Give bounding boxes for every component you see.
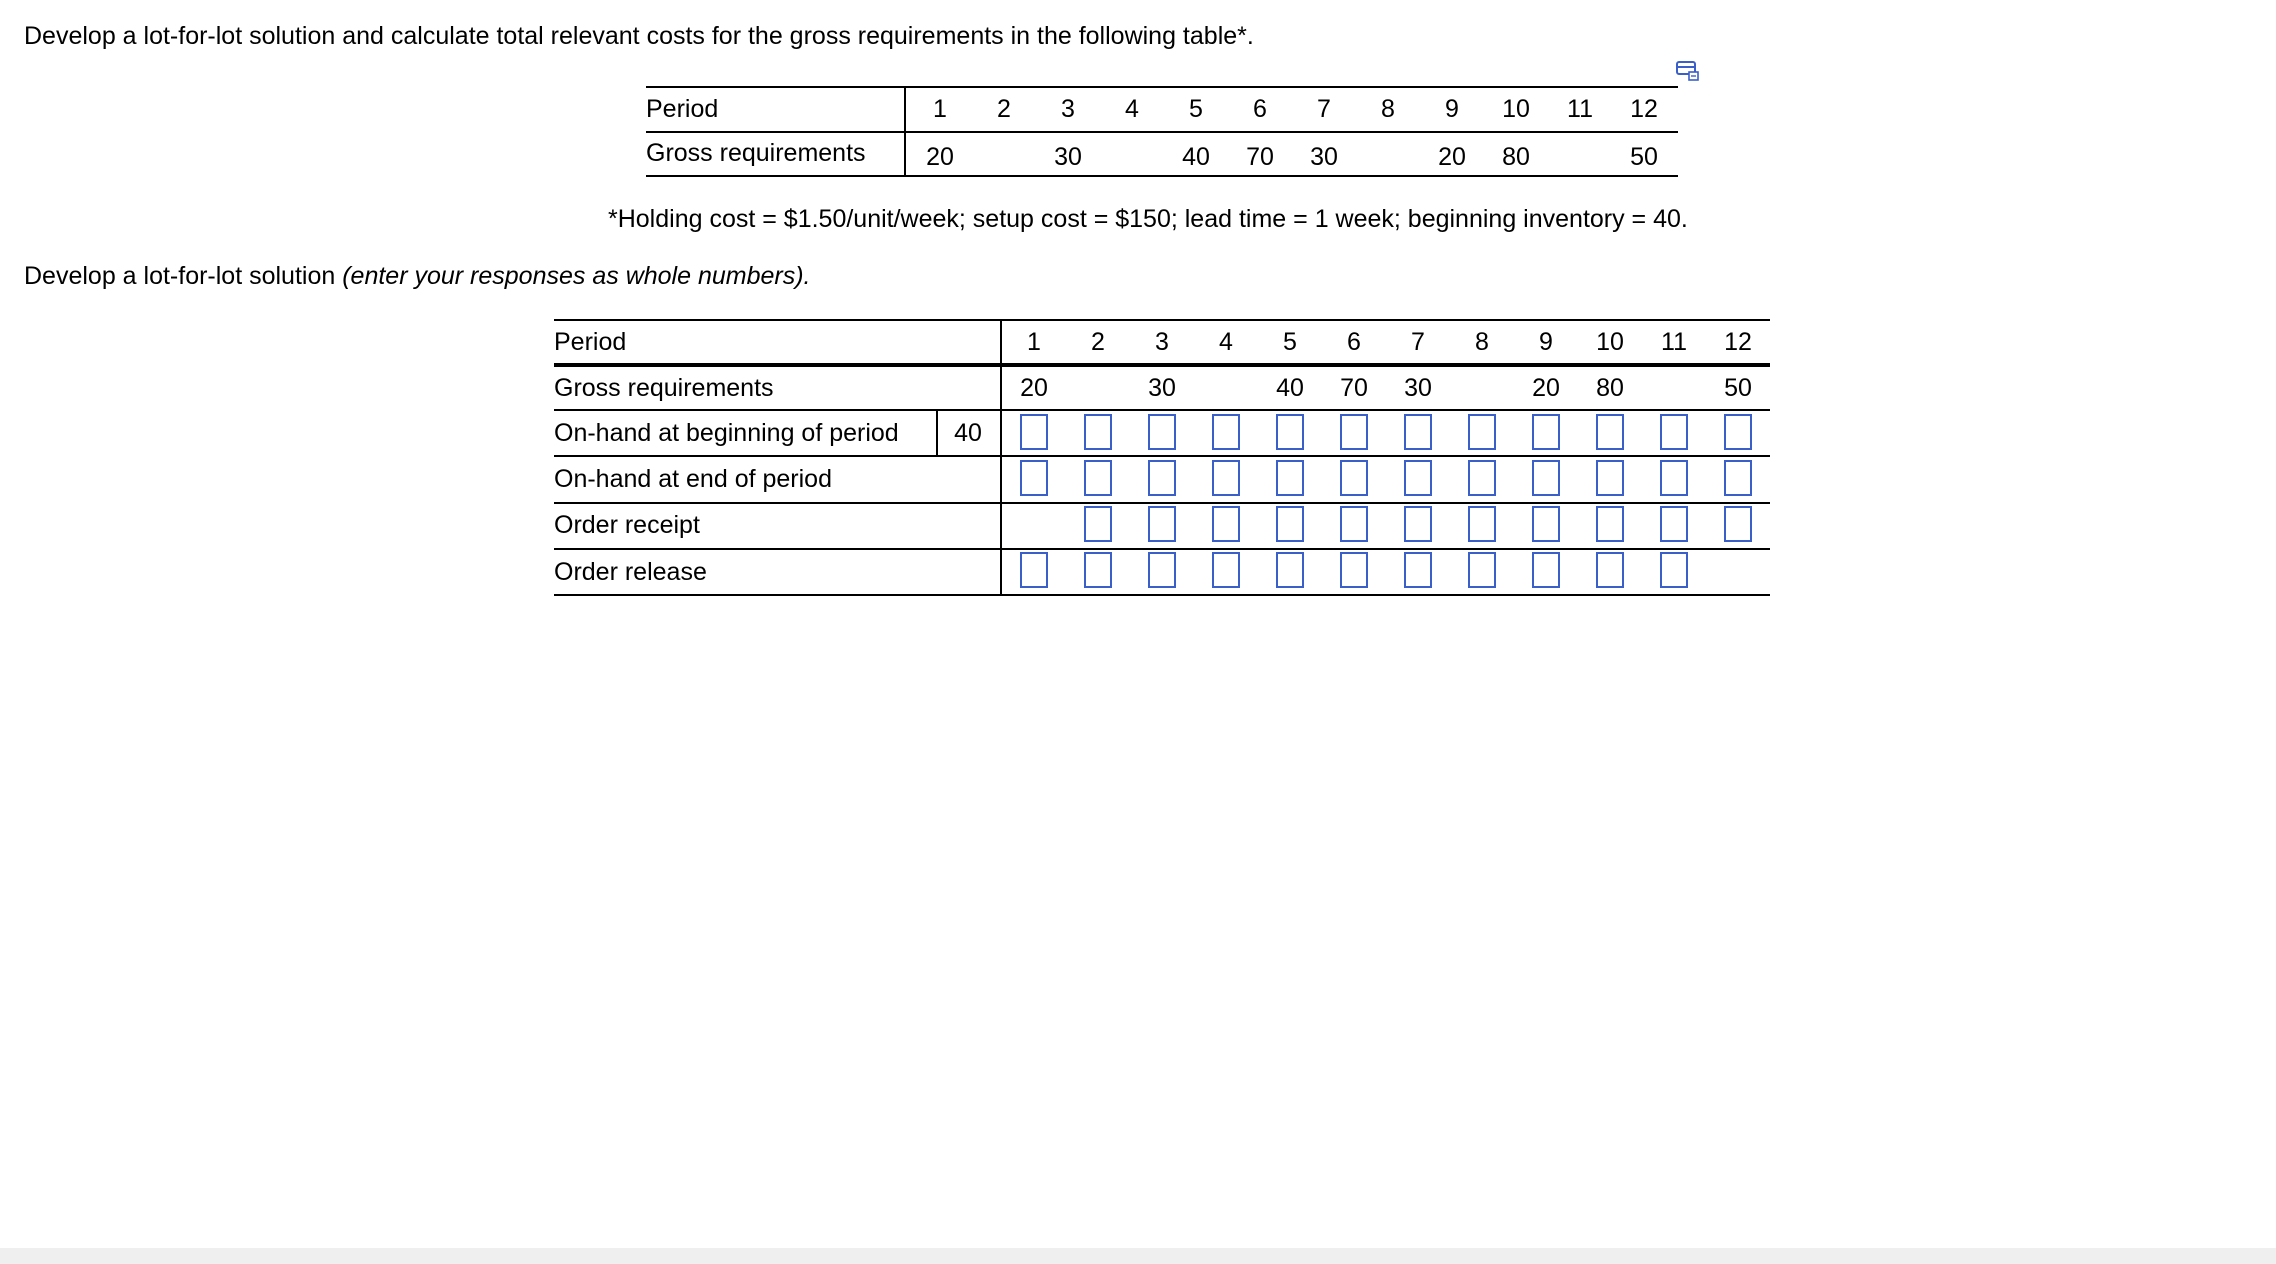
order-release-input-period-4[interactable] (1212, 552, 1240, 588)
on-hand-beginning-input-period-6[interactable] (1340, 414, 1368, 450)
download-table-icon[interactable] (1676, 60, 1700, 82)
on-hand-end-input-period-12[interactable] (1724, 460, 1752, 496)
order-release-input-period-3[interactable] (1148, 552, 1176, 588)
answer-period-7: 7 (1411, 328, 1425, 356)
answer-period-5: 5 (1283, 328, 1297, 356)
given-gross-value-7: 30 (1310, 143, 1338, 171)
answer-gross-value-9: 20 (1532, 374, 1560, 402)
order-release-input-period-7[interactable] (1404, 552, 1432, 588)
answer-period-4: 4 (1219, 328, 1233, 356)
answer-period-12: 12 (1724, 328, 1752, 356)
instruction-italic: (enter your responses as whole numbers). (342, 262, 811, 290)
on-hand-beginning-input-period-8[interactable] (1468, 414, 1496, 450)
on-hand-beginning-input-period-5[interactable] (1276, 414, 1304, 450)
given-period-9: 9 (1445, 95, 1459, 123)
on-hand-end-input-period-11[interactable] (1660, 460, 1688, 496)
on-hand-end-input-period-3[interactable] (1148, 460, 1176, 496)
given-period-7: 7 (1317, 95, 1331, 123)
order-receipt-input-period-7[interactable] (1404, 506, 1432, 542)
order-receipt-input-period-4[interactable] (1212, 506, 1240, 542)
answer-period-3: 3 (1155, 328, 1169, 356)
answer-gross-value-12: 50 (1724, 374, 1752, 402)
bottom-scroll-bar (0, 1248, 2276, 1264)
answer-period-9: 9 (1539, 328, 1553, 356)
order-release-input-period-11[interactable] (1660, 552, 1688, 588)
given-gross-value-6: 70 (1246, 143, 1274, 171)
order-receipt-input-period-11[interactable] (1660, 506, 1688, 542)
answer-row-label-on-hand-end: On-hand at end of period (554, 465, 832, 493)
on-hand-end-input-period-4[interactable] (1212, 460, 1240, 496)
on-hand-beginning-input-period-9[interactable] (1532, 414, 1560, 450)
given-gross-value-10: 80 (1502, 143, 1530, 171)
order-receipt-input-period-10[interactable] (1596, 506, 1624, 542)
on-hand-beginning-input-period-12[interactable] (1724, 414, 1752, 450)
given-period-3: 3 (1061, 95, 1075, 123)
given-gross-value-12: 50 (1630, 143, 1658, 171)
on-hand-beginning-input-period-1[interactable] (1020, 414, 1048, 450)
order-receipt-input-period-6[interactable] (1340, 506, 1368, 542)
on-hand-beginning-input-period-3[interactable] (1148, 414, 1176, 450)
answer-row-label-on-hand-beginning: On-hand at beginning of period (554, 419, 899, 447)
question-intro: Develop a lot-for-lot solution and calculate total relevant costs for the gross requirements in the following table*. (24, 22, 1254, 50)
order-receipt-input-period-8[interactable] (1468, 506, 1496, 542)
given-row-label-gross: Gross requirements (646, 139, 866, 167)
given-period-2: 2 (997, 95, 1011, 123)
on-hand-beginning-input-period-10[interactable] (1596, 414, 1624, 450)
on-hand-end-input-period-7[interactable] (1404, 460, 1432, 496)
given-period-6: 6 (1253, 95, 1267, 123)
answer-row-label-order-receipt: Order receipt (554, 511, 700, 539)
instruction-text: Develop a lot-for-lot solution (24, 262, 343, 290)
on-hand-beginning-input-period-2[interactable] (1084, 414, 1112, 450)
on-hand-end-input-period-6[interactable] (1340, 460, 1368, 496)
given-period-4: 4 (1125, 95, 1139, 123)
given-row-label-period: Period (646, 95, 719, 123)
order-release-input-period-9[interactable] (1532, 552, 1560, 588)
given-period-12: 12 (1630, 95, 1658, 123)
order-receipt-input-period-2[interactable] (1084, 506, 1112, 542)
answer-period-8: 8 (1475, 328, 1489, 356)
answer-row-label-order-release: Order release (554, 558, 707, 586)
answer-period-6: 6 (1347, 328, 1361, 356)
order-release-input-period-5[interactable] (1276, 552, 1304, 588)
given-gross-value-1: 20 (926, 143, 954, 171)
on-hand-beginning-input-period-7[interactable] (1404, 414, 1432, 450)
given-period-8: 8 (1381, 95, 1395, 123)
order-receipt-input-period-12[interactable] (1724, 506, 1752, 542)
given-period-11: 11 (1567, 95, 1593, 123)
given-period-10: 10 (1502, 95, 1530, 123)
answer-period-2: 2 (1091, 328, 1105, 356)
on-hand-end-input-period-9[interactable] (1532, 460, 1560, 496)
answer-period-1: 1 (1027, 328, 1041, 356)
answer-gross-value-5: 40 (1276, 374, 1304, 402)
instruction (24, 264, 811, 289)
given-gross-value-9: 20 (1438, 143, 1466, 171)
answer-row-label-period: Period (554, 328, 627, 356)
answer-period-10: 10 (1596, 328, 1624, 356)
beginning-inventory-value: 40 (954, 419, 982, 447)
on-hand-beginning-input-period-11[interactable] (1660, 414, 1688, 450)
answer-gross-value-7: 30 (1404, 374, 1432, 402)
answer-gross-value-3: 30 (1148, 374, 1176, 402)
answer-gross-value-1: 20 (1020, 374, 1048, 402)
order-receipt-input-period-9[interactable] (1532, 506, 1560, 542)
given-period-1: 1 (933, 95, 947, 123)
answer-period-11: 11 (1661, 328, 1687, 356)
order-release-input-period-2[interactable] (1084, 552, 1112, 588)
on-hand-end-input-period-8[interactable] (1468, 460, 1496, 496)
order-receipt-input-period-5[interactable] (1276, 506, 1304, 542)
order-release-input-period-1[interactable] (1020, 552, 1048, 588)
given-period-5: 5 (1189, 95, 1203, 123)
cost-footnote: *Holding cost = $1.50/unit/week; setup cost = $150; lead time = 1 week; beginning inventory = 40. (608, 205, 1688, 233)
on-hand-end-input-period-5[interactable] (1276, 460, 1304, 496)
order-receipt-input-period-3[interactable] (1148, 506, 1176, 542)
on-hand-end-input-period-10[interactable] (1596, 460, 1624, 496)
order-release-input-period-6[interactable] (1340, 552, 1368, 588)
answer-gross-value-6: 70 (1340, 374, 1368, 402)
order-release-input-period-8[interactable] (1468, 552, 1496, 588)
answer-row-label-gross: Gross requirements (554, 374, 774, 402)
given-gross-value-5: 40 (1182, 143, 1210, 171)
answer-gross-value-10: 80 (1596, 374, 1624, 402)
on-hand-beginning-input-period-4[interactable] (1212, 414, 1240, 450)
on-hand-end-input-period-2[interactable] (1084, 460, 1112, 496)
given-gross-value-3: 30 (1054, 143, 1082, 171)
on-hand-end-input-period-1[interactable] (1020, 460, 1048, 496)
order-release-input-period-10[interactable] (1596, 552, 1624, 588)
